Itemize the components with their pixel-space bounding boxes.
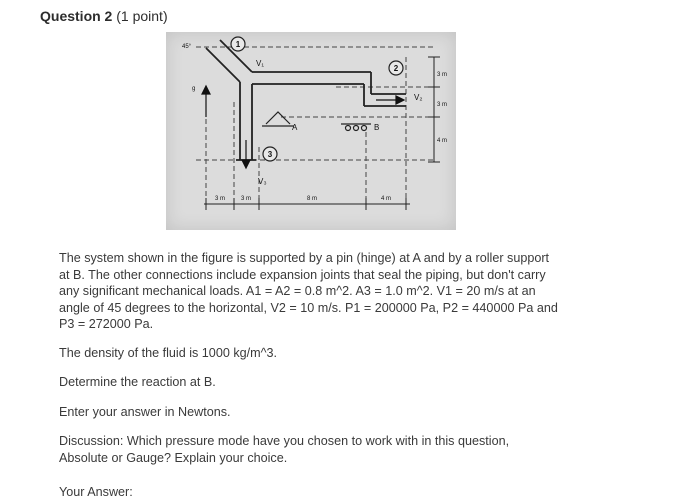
dim-right-bottom: 4 m (437, 138, 448, 144)
dim-bottom-1: 3 m (214, 196, 226, 202)
v1-label: V₁ (256, 59, 265, 68)
support-a-label: A (292, 123, 298, 132)
station-1-label: 1 (235, 40, 241, 49)
dim-right-top: 3 m (437, 72, 448, 78)
discussion-prompt: Discussion: Which pressure mode have you chosen to work with in this question, Absolute or Gauge? Explain your choice. (59, 434, 510, 465)
task-statement: Determine the reaction at B. (59, 375, 216, 389)
station-2-label: 2 (393, 64, 399, 73)
question-header (40, 8, 168, 24)
units-instruction: Enter your answer in Newtons. (59, 405, 231, 419)
dim-bottom-2: 3 m (240, 196, 252, 202)
v3-label: V₃ (258, 177, 267, 186)
answer-label: Your Answer: (59, 485, 133, 499)
density-statement: The density of the fluid is 1000 kg/m^3. (59, 346, 278, 360)
station-3-label: 3 (267, 150, 273, 159)
question-points: (1 point) (116, 8, 168, 24)
support-b-label: B (374, 123, 380, 132)
angle-label: 45° (182, 44, 192, 50)
dim-bottom-4: 4 m (380, 196, 392, 202)
problem-statement: The system shown in the figure is supported by a pin (hinge) at A and by a roller support at B. The other connections include expansion joints that seal the piping, but don't carry any significant mechanical loads. A1 = A2 = 0.8 m^2. A3 = 1.0 m^2. V1 = 20 m/s at an angle of 45 degrees to the horizontal, V2 = 10 m/s. P1 = 200000 Pa, P2 = 440000 Pa and P3 = 272000 Pa. (59, 251, 558, 331)
gravity-label: g (192, 86, 196, 92)
dim-bottom-3: 8 m (306, 196, 318, 202)
dim-right-mid: 3 m (437, 102, 448, 108)
v2-label: V₂ (414, 93, 423, 102)
pipe-system-figure (166, 32, 456, 230)
question-label: Question 2 (40, 8, 113, 24)
